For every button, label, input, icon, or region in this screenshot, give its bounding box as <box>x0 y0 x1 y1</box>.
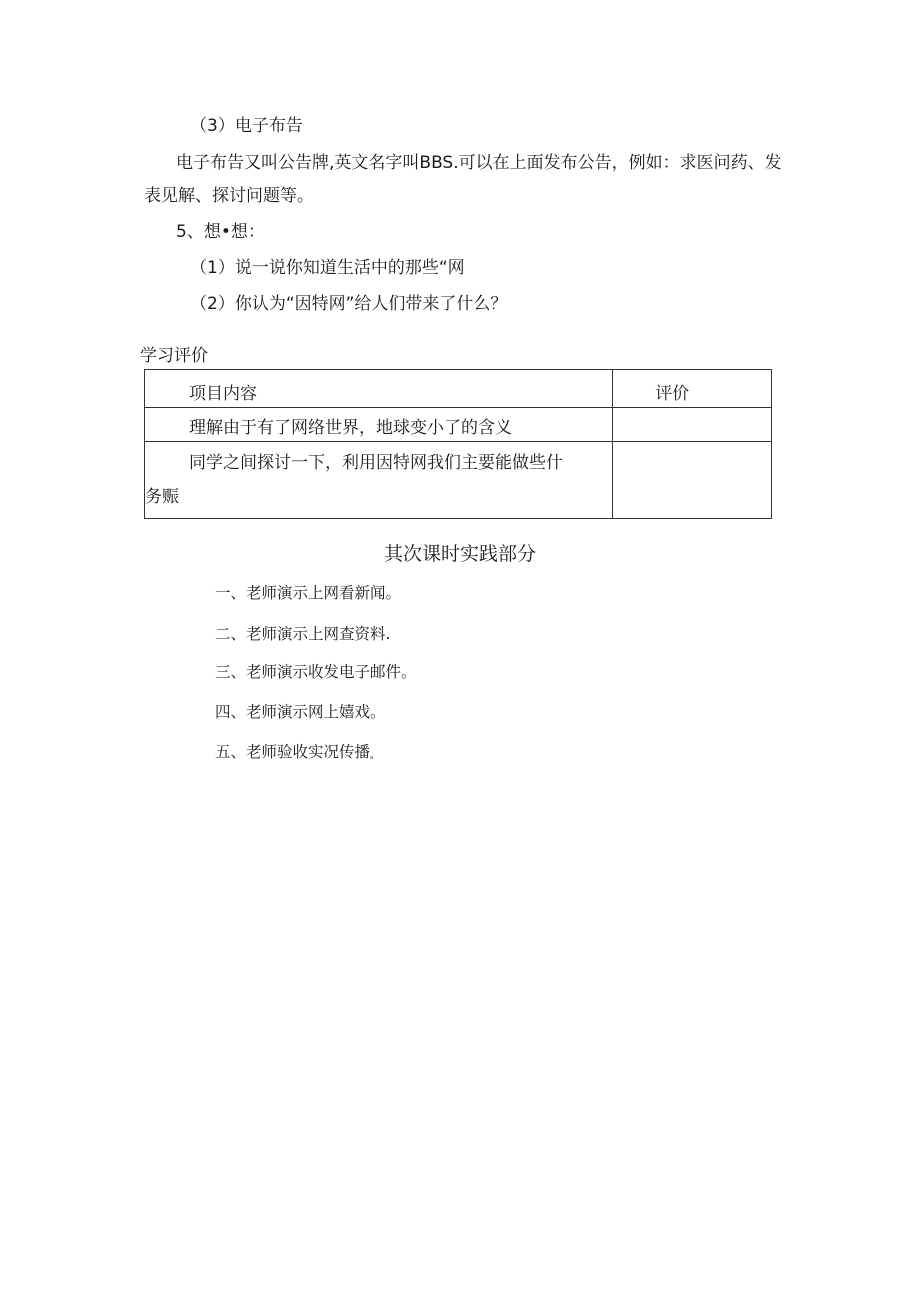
step-3: 三、老师演示收发电子邮件。 <box>215 663 417 681</box>
row1-content-cell <box>145 407 613 441</box>
header-content-label: 项目内容 <box>189 384 257 404</box>
step-1: 一、老师演示上网看新闻。 <box>215 584 402 602</box>
think-title: 5、想•想： <box>176 222 265 242</box>
section-3-title: （3）电子布告 <box>190 116 303 136</box>
step-4: 四、老师演示网上嬉戏。 <box>215 703 386 721</box>
step-5 <box>215 741 374 768</box>
header-eval-cell <box>613 370 772 408</box>
part-2-title: 其次课时实践部分 <box>383 543 536 565</box>
evaluation-title: 学习评价 <box>140 346 208 366</box>
header-eval-label: 评价 <box>655 384 690 404</box>
row1-eval-cell <box>613 407 772 441</box>
step-5-text: 五、老师验收实况传播 <box>215 743 371 761</box>
paragraph-line-1: 电子布告又叫公告牌,英文名字叫BBS.可以在上面发布公告，例如：求医问药、发 <box>176 153 782 173</box>
row1-content-text: 理解由于有了网络世界，地球变小了的含义 <box>189 417 512 438</box>
table-header-row <box>145 370 772 408</box>
row2-content-line2: 务赈 <box>145 486 179 507</box>
question-1: （1）说一说你知道生活中的那些“网 <box>190 258 465 278</box>
question-2: （2）你认为“因特网”给人们带来了什么？ <box>190 294 508 314</box>
step-2: 二、老师演示上网查资料. <box>215 625 391 643</box>
row2-content-line1: 同学之间探讨一下，利用因特网我们主要能做些什 <box>189 452 563 473</box>
header-content-cell <box>145 370 613 408</box>
evaluation-table <box>144 369 772 519</box>
paragraph-line-2: 表见解、探讨问题等。 <box>144 186 314 206</box>
table-row <box>145 441 772 518</box>
row2-eval-cell <box>613 441 772 518</box>
table-row <box>145 407 772 441</box>
row2-content-cell <box>145 441 613 518</box>
step-5-mark: ₙ <box>370 752 374 762</box>
